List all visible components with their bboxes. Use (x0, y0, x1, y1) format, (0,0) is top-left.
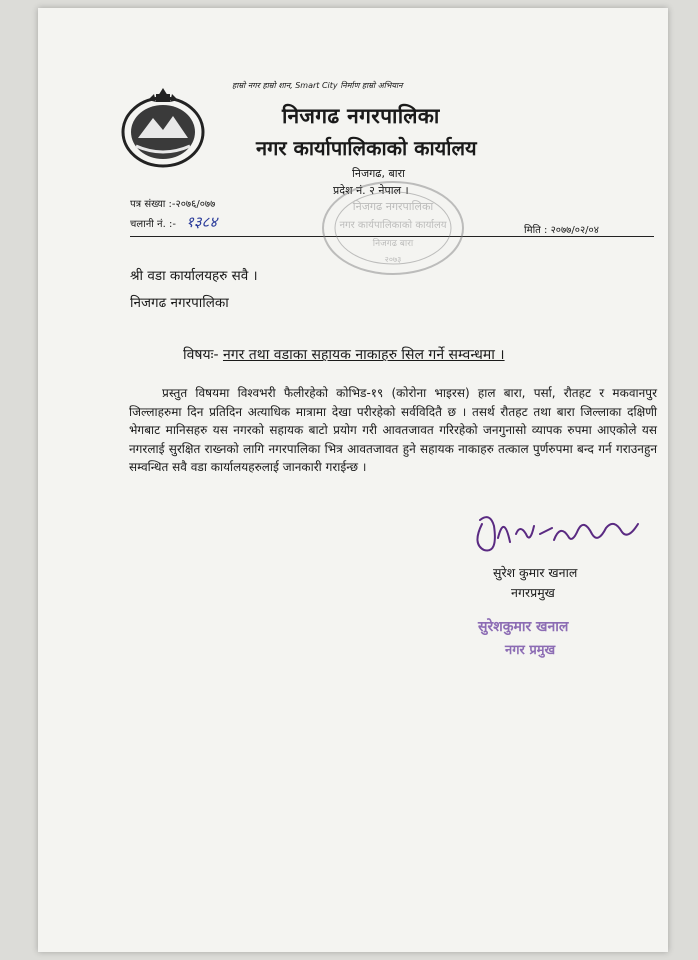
address-line-2: प्रदेश नं. २ नेपाल । (333, 184, 409, 197)
patra-sankhya: पत्र संख्या :-२०७६/०७७ (130, 199, 216, 210)
subject-label: विषयः- (183, 347, 219, 363)
title-stamp: नगर प्रमुख (505, 643, 556, 658)
seal-line-1: निजगढ नगरपालिका (352, 200, 434, 213)
letter-body (129, 384, 657, 477)
letter-date: मिति : २०७७/०२/०४ (524, 225, 599, 236)
seal-line-3: निजगढ बारा (372, 239, 414, 249)
seal-line-4: २०७३ (384, 255, 402, 264)
slogan: हाम्रो नगर हाम्रो शान, Smart City निर्माण हाम्रो अभियान (232, 81, 403, 90)
seal-line-2: नगर कार्यपालिकाको कार्यालय (339, 220, 447, 231)
chalani-value: १३८४ (185, 213, 218, 231)
office-subtitle: नगर कार्यापालिकाको कार्यालय (256, 136, 477, 160)
chalani-number (130, 212, 217, 232)
office-name: निजगढ नगरपालिका (282, 104, 440, 128)
signatory-title: नगरप्रमुख (511, 585, 555, 600)
address-line-1: निजगढ, बारा (352, 167, 405, 180)
body-paragraph: प्रस्तुत विषयमा विश्वभरी फैलीरहेको कोभिड-१९ (कोरोना भाइरस) हाल बारा, पर्सा, रौतहट र मकवानपुर जिल्लाहरुमा दिन प्रतिदिन अत्याधिक मात्रामा देखा परीरहेको सर्वविदितै छ । तसर्थ रौतहट तथा बारा जिल्लाका दक्षिणी भेगबाट मानिसहरु यस नगरको सहायक बाटो प्रयोग गरी आवतजावत गरिरहेको जनगुनासो व्यापक रुपमा आएकोले यस नगरलाई सुरक्षित राख्नको लागि नगरपालिका भित्र आवतजावत हुने सहायक नाकाहरु तत्काल पुर्णरुपमा बन्द गर्न गराउनहुन सम्वन्धित सवै वडा कार्यालयहरुलाई जानकारी गराईन्छ । (129, 386, 657, 475)
recipient-line-1: श्री वडा कार्यालयहरु सवै । (130, 268, 258, 284)
office-seal-stamp (318, 176, 468, 280)
subject-line (183, 345, 505, 364)
name-stamp: सुरेशकुमार खनाल (478, 619, 569, 635)
government-emblem-icon (118, 88, 208, 170)
recipient-line-2: निजगढ नगरपालिका (130, 295, 229, 311)
signatory-name: सुरेश कुमार खनाल (493, 565, 578, 580)
subject-text: नगर तथा वडाका सहायक नाकाहरु सिल गर्ने सम्वन्धमा । (222, 347, 505, 363)
chalani-label: चलानी नं. :- (130, 219, 176, 230)
handwritten-signature (468, 504, 658, 564)
